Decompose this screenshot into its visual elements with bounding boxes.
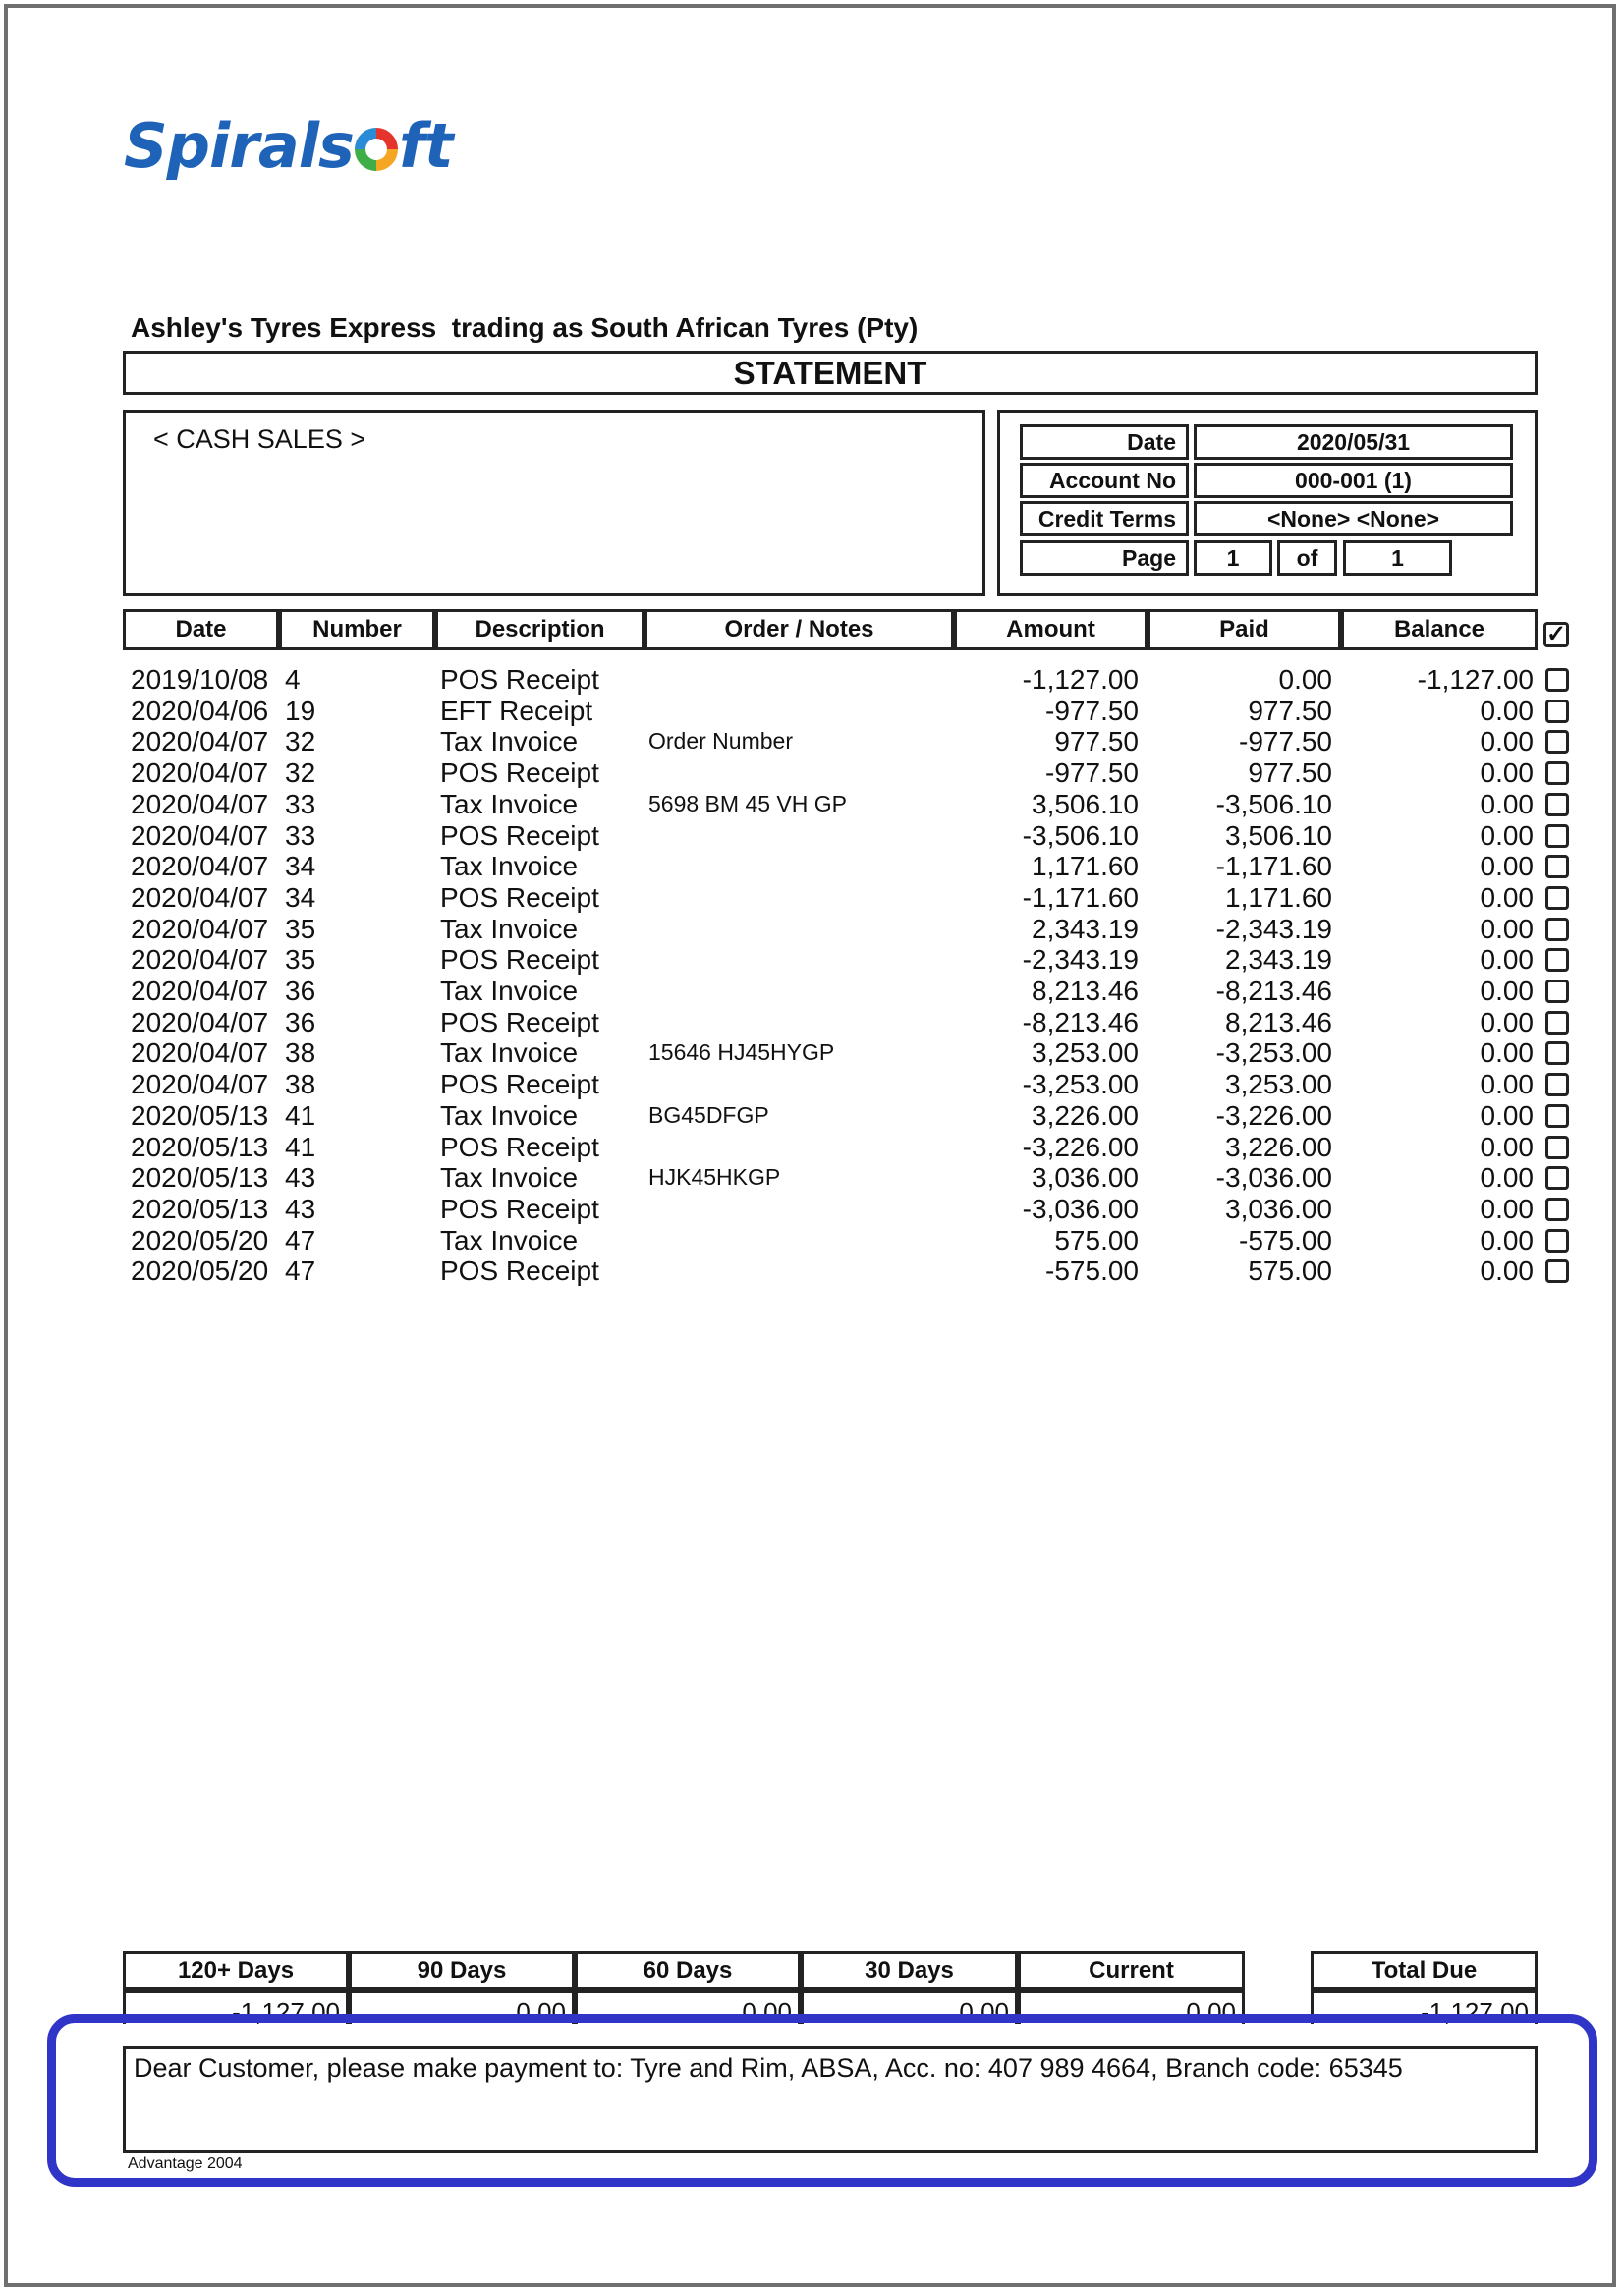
table-row bbox=[0, 882, 1624, 913]
aging-60-header: 60 Days bbox=[575, 1951, 801, 1990]
row-balance: -1,127.00 bbox=[1417, 664, 1534, 695]
row-paid: 8,213.46 bbox=[1225, 1007, 1332, 1037]
row-balance: 0.00 bbox=[1480, 1132, 1534, 1162]
row-balance: 0.00 bbox=[1480, 914, 1534, 944]
row-checkbox[interactable] bbox=[1545, 793, 1569, 816]
row-amount: 3,036.00 bbox=[1032, 1162, 1139, 1193]
col-order-notes: Order / Notes bbox=[644, 609, 954, 650]
col-paid: Paid bbox=[1148, 609, 1341, 650]
row-paid: 3,253.00 bbox=[1225, 1069, 1332, 1099]
row-number: 34 bbox=[285, 851, 316, 881]
row-description: EFT Receipt bbox=[440, 696, 593, 726]
row-number: 36 bbox=[285, 1007, 316, 1037]
row-date: 2020/05/13 bbox=[131, 1100, 269, 1131]
row-date: 2020/04/07 bbox=[131, 1007, 269, 1037]
row-checkbox[interactable] bbox=[1545, 1229, 1569, 1253]
date-value: 2020/05/31 bbox=[1194, 424, 1513, 460]
row-note: 15646 HJ45HYGP bbox=[648, 1039, 835, 1065]
row-number: 35 bbox=[285, 944, 316, 975]
row-description: Tax Invoice bbox=[440, 726, 579, 756]
row-amount: -575.00 bbox=[1045, 1256, 1139, 1286]
col-date: Date bbox=[123, 609, 279, 650]
table-row bbox=[0, 1132, 1624, 1162]
row-description: POS Receipt bbox=[440, 1007, 599, 1037]
row-balance: 0.00 bbox=[1480, 1037, 1534, 1068]
row-description: POS Receipt bbox=[440, 1132, 599, 1162]
row-date: 2020/04/07 bbox=[131, 851, 269, 881]
row-description: POS Receipt bbox=[440, 882, 599, 913]
table-row bbox=[0, 1225, 1624, 1256]
row-number: 32 bbox=[285, 757, 316, 788]
spiralsoft-logo bbox=[124, 110, 452, 182]
logo-text-end: ft bbox=[398, 110, 453, 182]
row-date: 2020/04/07 bbox=[131, 820, 269, 851]
row-description: Tax Invoice bbox=[440, 976, 579, 1006]
row-number: 38 bbox=[285, 1069, 316, 1099]
row-date: 2020/04/07 bbox=[131, 726, 269, 756]
row-balance: 0.00 bbox=[1480, 1069, 1534, 1099]
row-date: 2020/04/07 bbox=[131, 1069, 269, 1099]
table-row bbox=[0, 976, 1624, 1006]
row-date: 2020/04/07 bbox=[131, 757, 269, 788]
customer-box bbox=[123, 410, 985, 596]
row-checkbox[interactable] bbox=[1545, 1073, 1569, 1096]
row-description: POS Receipt bbox=[440, 664, 599, 695]
row-date: 2020/04/07 bbox=[131, 914, 269, 944]
row-number: 4 bbox=[285, 664, 301, 695]
table-row bbox=[0, 1194, 1624, 1224]
row-balance: 0.00 bbox=[1480, 1194, 1534, 1224]
row-date: 2020/04/07 bbox=[131, 1037, 269, 1068]
row-date: 2020/04/06 bbox=[131, 696, 269, 726]
row-date: 2020/04/07 bbox=[131, 944, 269, 975]
total-due-header: Total Due bbox=[1311, 1951, 1538, 1990]
row-checkbox[interactable] bbox=[1545, 980, 1569, 1003]
terms-value: <None> <None> bbox=[1194, 501, 1513, 536]
row-amount: -977.50 bbox=[1045, 757, 1139, 788]
row-number: 34 bbox=[285, 882, 316, 913]
row-description: POS Receipt bbox=[440, 944, 599, 975]
row-paid: 977.50 bbox=[1248, 757, 1332, 788]
row-number: 43 bbox=[285, 1162, 316, 1193]
row-checkbox[interactable] bbox=[1545, 1136, 1569, 1159]
row-amount: -3,226.00 bbox=[1022, 1132, 1139, 1162]
row-number: 43 bbox=[285, 1194, 316, 1224]
row-paid: -3,036.00 bbox=[1215, 1162, 1332, 1193]
col-number: Number bbox=[279, 609, 435, 650]
row-number: 32 bbox=[285, 726, 316, 756]
terms-label: Credit Terms bbox=[1020, 501, 1189, 536]
row-note: Order Number bbox=[648, 728, 793, 754]
row-amount: 8,213.46 bbox=[1032, 976, 1139, 1006]
row-balance: 0.00 bbox=[1480, 789, 1534, 819]
col-description: Description bbox=[435, 609, 644, 650]
row-checkbox[interactable] bbox=[1545, 1198, 1569, 1221]
row-balance: 0.00 bbox=[1480, 1225, 1534, 1256]
table-row bbox=[0, 1069, 1624, 1099]
customer-name: < CASH SALES > bbox=[153, 424, 366, 454]
row-description: POS Receipt bbox=[440, 1194, 599, 1224]
table-row bbox=[0, 1037, 1624, 1068]
row-amount: -8,213.46 bbox=[1022, 1007, 1139, 1037]
aging-120-value: -1,127.00 bbox=[123, 1990, 349, 2024]
row-note: HJK45HKGP bbox=[648, 1164, 781, 1190]
account-label: Account No bbox=[1020, 463, 1189, 498]
row-description: Tax Invoice bbox=[440, 789, 579, 819]
row-balance: 0.00 bbox=[1480, 976, 1534, 1006]
row-description: POS Receipt bbox=[440, 1069, 599, 1099]
highlight-outline bbox=[47, 2014, 1597, 2187]
row-paid: 977.50 bbox=[1248, 696, 1332, 726]
row-amount: 1,171.60 bbox=[1032, 851, 1139, 881]
row-paid: 3,226.00 bbox=[1225, 1132, 1332, 1162]
row-amount: 3,253.00 bbox=[1032, 1037, 1139, 1068]
row-balance: 0.00 bbox=[1480, 757, 1534, 788]
col-amount: Amount bbox=[954, 609, 1148, 650]
row-date: 2020/05/20 bbox=[131, 1256, 269, 1286]
page-label: Page bbox=[1020, 540, 1189, 576]
table-row bbox=[0, 726, 1624, 756]
statement-title: STATEMENT bbox=[123, 351, 1538, 395]
row-checkbox[interactable] bbox=[1545, 1166, 1569, 1190]
row-amount: 977.50 bbox=[1054, 726, 1139, 756]
row-date: 2020/04/07 bbox=[131, 976, 269, 1006]
row-paid: -575.00 bbox=[1239, 1225, 1332, 1256]
row-paid: 1,171.60 bbox=[1225, 882, 1332, 913]
table-row bbox=[0, 664, 1624, 695]
row-checkbox[interactable] bbox=[1545, 761, 1569, 785]
row-checkbox[interactable] bbox=[1545, 668, 1569, 692]
account-value: 000-001 (1) bbox=[1194, 463, 1513, 498]
row-date: 2020/04/07 bbox=[131, 882, 269, 913]
row-note: 5698 BM 45 VH GP bbox=[648, 791, 847, 816]
row-paid: -3,253.00 bbox=[1215, 1037, 1332, 1068]
table-row bbox=[0, 1256, 1624, 1286]
row-description: Tax Invoice bbox=[440, 914, 579, 944]
col-balance: Balance bbox=[1341, 609, 1538, 650]
logo-text: Spirals bbox=[124, 110, 354, 182]
date-label: Date bbox=[1020, 424, 1189, 460]
row-number: 41 bbox=[285, 1100, 316, 1131]
row-checkbox[interactable] bbox=[1545, 948, 1569, 972]
row-balance: 0.00 bbox=[1480, 1007, 1534, 1037]
payment-message: Dear Customer, please make payment to: Tyre and Rim, ABSA, Acc. no: 407 989 4664, Branch code: 65345 bbox=[134, 2053, 1403, 2083]
row-balance: 0.00 bbox=[1480, 851, 1534, 881]
row-paid: -3,506.10 bbox=[1215, 789, 1332, 819]
table-row bbox=[0, 696, 1624, 726]
row-checkbox[interactable] bbox=[1545, 886, 1569, 910]
row-date: 2020/04/07 bbox=[131, 789, 269, 819]
row-balance: 0.00 bbox=[1480, 820, 1534, 851]
row-amount: -2,343.19 bbox=[1022, 944, 1139, 975]
total-due-value: -1,127.00 bbox=[1311, 1990, 1538, 2024]
row-balance: 0.00 bbox=[1480, 726, 1534, 756]
table-row bbox=[0, 1007, 1624, 1037]
row-date: 2020/05/13 bbox=[131, 1162, 269, 1193]
table-row bbox=[0, 944, 1624, 975]
row-paid: 3,506.10 bbox=[1225, 820, 1332, 851]
row-balance: 0.00 bbox=[1480, 1162, 1534, 1193]
table-row bbox=[0, 1162, 1624, 1193]
table-row bbox=[0, 914, 1624, 944]
row-note: BG45DFGP bbox=[648, 1102, 769, 1128]
row-number: 36 bbox=[285, 976, 316, 1006]
aging-90-value: 0.00 bbox=[349, 1990, 575, 2024]
row-amount: -3,253.00 bbox=[1022, 1069, 1139, 1099]
row-description: Tax Invoice bbox=[440, 1100, 579, 1131]
page-number: 1 bbox=[1194, 540, 1272, 576]
table-row bbox=[0, 851, 1624, 881]
row-description: Tax Invoice bbox=[440, 1037, 579, 1068]
row-paid: 2,343.19 bbox=[1225, 944, 1332, 975]
swirl-icon bbox=[355, 128, 398, 171]
page-of-label: of bbox=[1277, 540, 1337, 576]
row-checkbox[interactable] bbox=[1545, 1011, 1569, 1035]
table-row bbox=[0, 820, 1624, 851]
row-number: 47 bbox=[285, 1225, 316, 1256]
row-number: 33 bbox=[285, 789, 316, 819]
row-description: POS Receipt bbox=[440, 820, 599, 851]
row-amount: -3,506.10 bbox=[1022, 820, 1139, 851]
aging-current-header: Current bbox=[1018, 1951, 1245, 1990]
row-amount: 3,226.00 bbox=[1032, 1100, 1139, 1131]
row-checkbox[interactable] bbox=[1545, 824, 1569, 848]
row-paid: -3,226.00 bbox=[1215, 1100, 1332, 1131]
row-description: Tax Invoice bbox=[440, 851, 579, 881]
row-number: 38 bbox=[285, 1037, 316, 1068]
row-amount: 3,506.10 bbox=[1032, 789, 1139, 819]
row-paid: -1,171.60 bbox=[1215, 851, 1332, 881]
row-checkbox[interactable] bbox=[1545, 730, 1569, 754]
statement-info-box bbox=[997, 410, 1538, 596]
row-amount: -3,036.00 bbox=[1022, 1194, 1139, 1224]
row-balance: 0.00 bbox=[1480, 1256, 1534, 1286]
aging-120-header: 120+ Days bbox=[123, 1951, 349, 1990]
aging-current-value: 0.00 bbox=[1018, 1990, 1245, 2024]
row-number: 19 bbox=[285, 696, 316, 726]
aging-30-value: 0.00 bbox=[801, 1990, 1018, 2024]
row-amount: -1,171.60 bbox=[1022, 882, 1139, 913]
row-date: 2019/10/08 bbox=[131, 664, 269, 695]
row-checkbox[interactable] bbox=[1545, 1259, 1569, 1283]
row-balance: 0.00 bbox=[1480, 696, 1534, 726]
row-description: Tax Invoice bbox=[440, 1225, 579, 1256]
row-paid: 0.00 bbox=[1278, 664, 1332, 695]
row-amount: -977.50 bbox=[1045, 696, 1139, 726]
row-number: 41 bbox=[285, 1132, 316, 1162]
row-number: 33 bbox=[285, 820, 316, 851]
select-all-checkbox[interactable]: ✓ bbox=[1543, 622, 1569, 647]
table-row bbox=[0, 789, 1624, 819]
row-amount: 575.00 bbox=[1054, 1225, 1139, 1256]
row-checkbox[interactable] bbox=[1545, 855, 1569, 878]
table-row bbox=[0, 757, 1624, 788]
footer-text: Advantage 2004 bbox=[128, 2155, 243, 2172]
row-description: POS Receipt bbox=[440, 757, 599, 788]
aging-30-header: 30 Days bbox=[801, 1951, 1018, 1990]
row-amount: -1,127.00 bbox=[1022, 664, 1139, 695]
row-paid: -977.50 bbox=[1239, 726, 1332, 756]
row-balance: 0.00 bbox=[1480, 1100, 1534, 1131]
row-date: 2020/05/13 bbox=[131, 1132, 269, 1162]
row-date: 2020/05/13 bbox=[131, 1194, 269, 1224]
row-number: 35 bbox=[285, 914, 316, 944]
row-description: POS Receipt bbox=[440, 1256, 599, 1286]
row-amount: 2,343.19 bbox=[1032, 914, 1139, 944]
row-paid: -8,213.46 bbox=[1215, 976, 1332, 1006]
row-number: 47 bbox=[285, 1256, 316, 1286]
aging-60-value: 0.00 bbox=[575, 1990, 801, 2024]
row-checkbox[interactable] bbox=[1545, 918, 1569, 941]
page-total: 1 bbox=[1343, 540, 1452, 576]
aging-90-header: 90 Days bbox=[349, 1951, 575, 1990]
row-paid: 575.00 bbox=[1248, 1256, 1332, 1286]
row-checkbox[interactable] bbox=[1545, 1104, 1569, 1128]
row-paid: 3,036.00 bbox=[1225, 1194, 1332, 1224]
company-name: Ashley's Tyres Express trading as South African Tyres (Pty) bbox=[131, 312, 919, 343]
row-paid: -2,343.19 bbox=[1215, 914, 1332, 944]
row-description: Tax Invoice bbox=[440, 1162, 579, 1193]
row-checkbox[interactable] bbox=[1545, 700, 1569, 723]
row-balance: 0.00 bbox=[1480, 882, 1534, 913]
table-row bbox=[0, 1100, 1624, 1131]
row-date: 2020/05/20 bbox=[131, 1225, 269, 1256]
row-checkbox[interactable] bbox=[1545, 1041, 1569, 1065]
row-balance: 0.00 bbox=[1480, 944, 1534, 975]
